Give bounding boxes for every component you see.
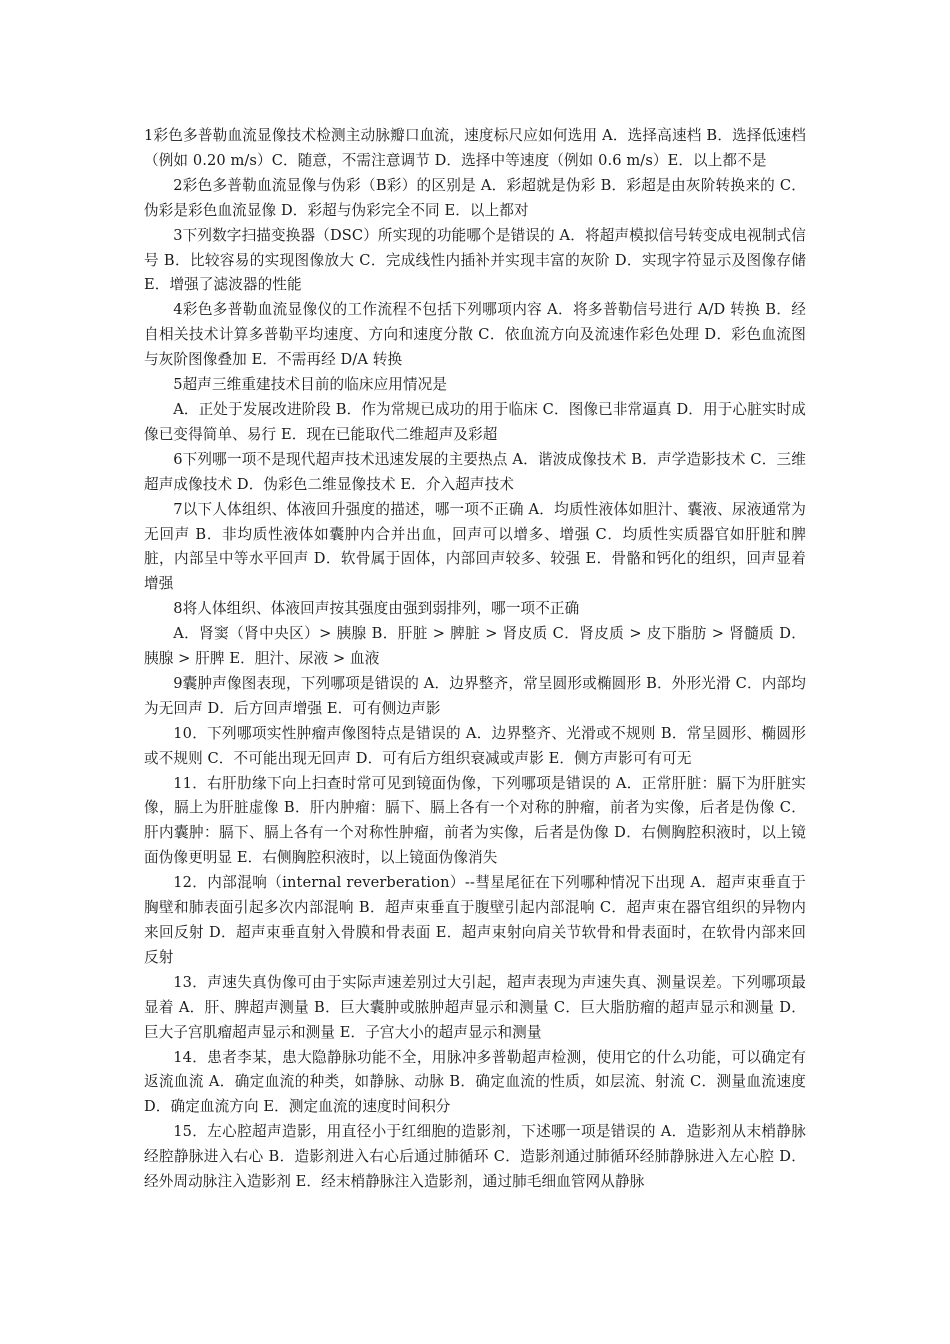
question-paragraph: 3下列数字扫描变换器（DSC）所实现的功能哪个是错误的 A．将超声模拟信号转变成电视制式信号 B．比较容易的实现图像放大 C．完成线性内插补并实现丰富的灰阶 D．实现字符显示及图像存储 E．增强了滤波器的性能: [144, 226, 806, 294]
question-paragraph: 2彩色多普勒血流显像与伪彩（B彩）的区别是 A．彩超就是伪彩 B．彩超是由灰阶转换来的 C．伪彩是彩色血流显像 D．彩超与伪彩完全不同 E．以上都对: [144, 176, 806, 219]
document-body: [144, 124, 806, 1195]
question-paragraph: 13．声速失真伪像可由于实际声速差别过大引起，超声表现为声速失真、测量误差。下列哪项最显着 A．肝、脾超声测量 B．巨大囊肿或脓肿超声显示和测量 C．巨大脂肪瘤的超声显示和测量 D．巨大子宫肌瘤超声显示和测量 E．子宫大小的超声显示和测量: [144, 973, 806, 1041]
question-paragraph: 9囊肿声像图表现，下列哪项是错误的 A．边界整齐，常呈圆形或椭圆形 B．外形光滑 C．内部均为无回声 D．后方回声增强 E．可有侧边声影: [144, 674, 806, 717]
question-options: A．肾窦（肾中央区）> 胰腺 B．肝脏 > 脾脏 > 肾皮质 C．肾皮质 > 皮下脂肪 > 肾髓质 D．胰腺 > 肝脾 E．胆汁、尿液 > 血液: [144, 625, 806, 668]
question-paragraph: 1彩色多普勒血流显像技术检测主动脉瓣口血流，速度标尺应如何选用 A．选择高速档 B．选择低速档（例如 0.20 m/s）C．随意，不需注意调节 D．选择中等速度（例如 0.6 m/s）E．以上都不是: [144, 127, 806, 169]
question-paragraph: 5超声三维重建技术目前的临床应用情况是: [173, 376, 448, 394]
question-paragraph: 8将人体组织、体液回声按其强度由强到弱排列，哪一项不正确: [173, 600, 580, 618]
question-options: A．正处于发展改进阶段 B．作为常规已成功的用于临床 C．图像已非常逼真 D．用于心脏实时成像已变得简单、易行 E．现在已能取代二维超声及彩超: [144, 400, 806, 443]
question-paragraph: 10．下列哪项实性肿瘤声像图特点是错误的 A．边界整齐、光滑或不规则 B．常呈圆形、椭圆形或不规则 C．不可能出现无回声 D．可有后方组织衰减或声影 E．侧方声影可有可无: [144, 724, 806, 767]
question-paragraph: 14．患者李某，患大隐静脉功能不全，用脉冲多普勒超声检测，使用它的什么功能，可以确定有返流血流 A．确定血流的种类，如静脉、动脉 B．确定血流的性质，如层流、射流 C．测量血流速度 D．确定血流方向 E．测定血流的速度时间积分: [144, 1048, 806, 1116]
question-paragraph: 15．左心腔超声造影，用直径小于红细胞的造影剂，下述哪一项是错误的 A．造影剂从末梢静脉经腔静脉进入右心 B．造影剂进入右心后通过肺循环 C．造影剂通过肺循环经肺静脉进入左心腔 D．经外周动脉注入造影剂 E．经末梢静脉注入造影剂，通过肺毛细血管网从静脉: [144, 1123, 806, 1191]
question-paragraph: 11．右肝肋缘下向上扫查时常可见到镜面伪像，下列哪项是错误的 A．正常肝脏：膈下为肝脏实像，膈上为肝脏虚像 B．肝内肿瘤：膈下、膈上各有一个对称的肿瘤，前者为实像，后者是伪像 C．肝内囊肿：膈下、膈上各有一个对称性肿瘤，前者为实像，后者是伪像 D．右侧胸腔积液时，以上镜面伪像更明显 E．右侧胸腔积液时，以上镜面伪像消失: [144, 774, 806, 867]
question-paragraph: 7以下人体组织、体液回升强度的描述，哪一项不正确 A．均质性液体如胆汁、囊液、尿液通常为无回声 B．非均质性液体如囊肿内合并出血，回声可以增多、增强 C．均质性实质器官如肝脏和脾脏，内部呈中等水平回声 D．软骨属于固体，内部回声较多、较强 E．骨骼和钙化的组织，回声显着增强: [144, 500, 806, 593]
question-paragraph: 12．内部混响（internal reverberation）--彗星尾征在下列哪种情况下出现 A．超声束垂直于胸壁和肺表面引起多次内部混响 B．超声束垂直于腹壁引起内部混响 C．超声束在器官组织的异物内来回反射 D．超声束垂直射入骨膜和骨表面 E．超声束射向肩关节软骨和骨表面时，在软骨内部来回反射: [144, 874, 806, 966]
question-paragraph: 6下列哪一项不是现代超声技术迅速发展的主要热点 A．谐波成像技术 B．声学造影技术 C．三维超声成像技术 D．伪彩色二维显像技术 E．介入超声技术: [144, 450, 806, 493]
question-paragraph: 4彩色多普勒血流显像仪的工作流程不包括下列哪项内容 A．将多普勒信号进行 A/D 转换 B．经自相关技术计算多普勒平均速度、方向和速度分散 C．依血流方向及流速作彩色处理 D．彩色血流图与灰阶图像叠加 E．不需再经 D/A 转换: [144, 301, 806, 369]
